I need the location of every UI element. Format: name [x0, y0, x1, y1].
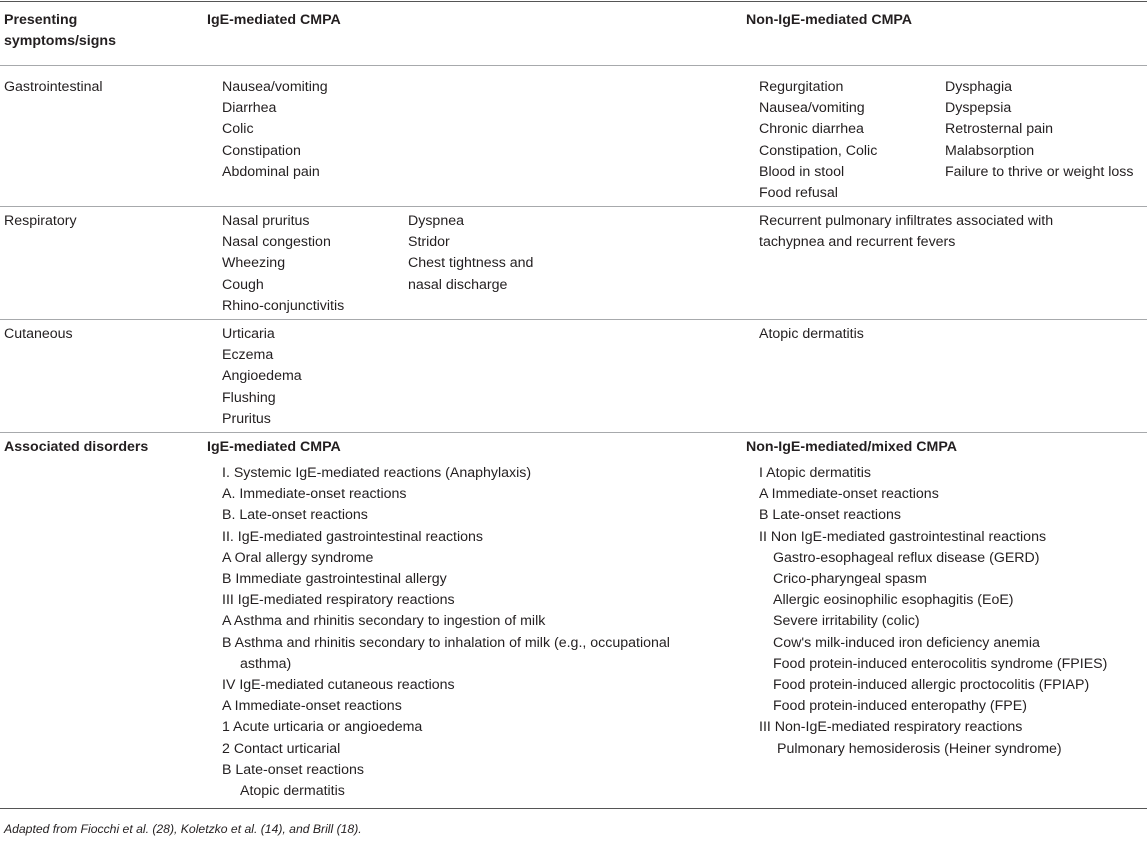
table-top-rule: [0, 1, 1147, 2]
header-rule: [0, 65, 1147, 66]
header-presenting: Presenting symptoms/signs: [4, 12, 116, 50]
assoc-nonige-head: Non-IgE-mediated/mixed CMPA: [746, 439, 957, 455]
gastro-nonige-list-a: Regurgitation Nausea/vomiting Chronic diarrhea Constipation, Colic Blood in stool Food refusal: [759, 79, 878, 202]
cut-ige-list: Urticaria Eczema Angioedema Flushing Pruritus: [222, 326, 302, 427]
assoc-ige-list: I. Systemic IgE-mediated reactions (Anaphylaxis) A. Immediate-onset reactions B. Late-onset reactions II. IgE-mediated gastrointestinal reactions A Oral allergy syndrome B Immediate gastrointestinal allergy III IgE-mediated respiratory reactions A Asthma and rhinitis secondary to ingestion of milk B Asthma and rhinitis secondary to inhalation of milk (e.g., occupational asthma) IV IgE-mediated cutaneous reactions A Immediate-onset reactions 1 Acute urticaria or angioedema 2 Contact urticarial B Late-onset reactions Atopic dermatitis: [222, 465, 670, 800]
row-gastro-label: Gastrointestinal: [4, 79, 103, 95]
assoc-ige-head: IgE-mediated CMPA: [207, 439, 341, 455]
row-assoc-label: Associated disorders: [4, 439, 149, 455]
row-rule-cut: [0, 432, 1147, 433]
table-bottom-rule: [0, 808, 1147, 809]
row-rule-resp: [0, 319, 1147, 320]
cut-nonige-list: Atopic dermatitis: [759, 326, 864, 342]
assoc-nonige-list: I Atopic dermatitis A Immediate-onset reactions B Late-onset reactions II Non IgE-mediated gastrointestinal reactions Gastro-esophageal reflux disease (GERD) Crico-pharyngeal spasm Allergic eosinophilic esophagitis (EoE) Severe irritability (colic) Cow's milk-induced iron deficiency anemia Food protein-induced enterocolitis syndrome (FPIES) Food protein-induced allergic proctocolitis (FPIAP) Food protein-induced enteropathy (FPE) III Non-IgE-mediated respiratory reactions Pulmonary hemosiderosis (Heiner syndrome): [759, 465, 1108, 757]
row-cut-label: Cutaneous: [4, 326, 73, 342]
gastro-nonige-list-b: Dysphagia Dyspepsia Retrosternal pain Malabsorption Failure to thrive or weight loss: [945, 79, 1134, 180]
header-nonige: Non-IgE-mediated CMPA: [746, 12, 913, 28]
row-rule-gastro: [0, 206, 1147, 207]
row-resp-label: Respiratory: [4, 213, 77, 229]
footnote: Adapted from Fiocchi et al. (28), Koletzko et al. (14), and Brill (18).: [4, 822, 362, 836]
gastro-ige-list: Nausea/vomiting Diarrhea Colic Constipation Abdominal pain: [222, 79, 328, 180]
resp-ige-list-a: Nasal pruritus Nasal congestion Wheezing Cough Rhino-conjunctivitis: [222, 213, 345, 314]
resp-nonige-list: Recurrent pulmonary infiltrates associated with tachypnea and recurrent fevers: [759, 213, 1054, 251]
resp-ige-list-b: Dyspnea Stridor Chest tightness and nasal discharge: [408, 213, 534, 293]
header-ige: IgE-mediated CMPA: [207, 12, 341, 28]
